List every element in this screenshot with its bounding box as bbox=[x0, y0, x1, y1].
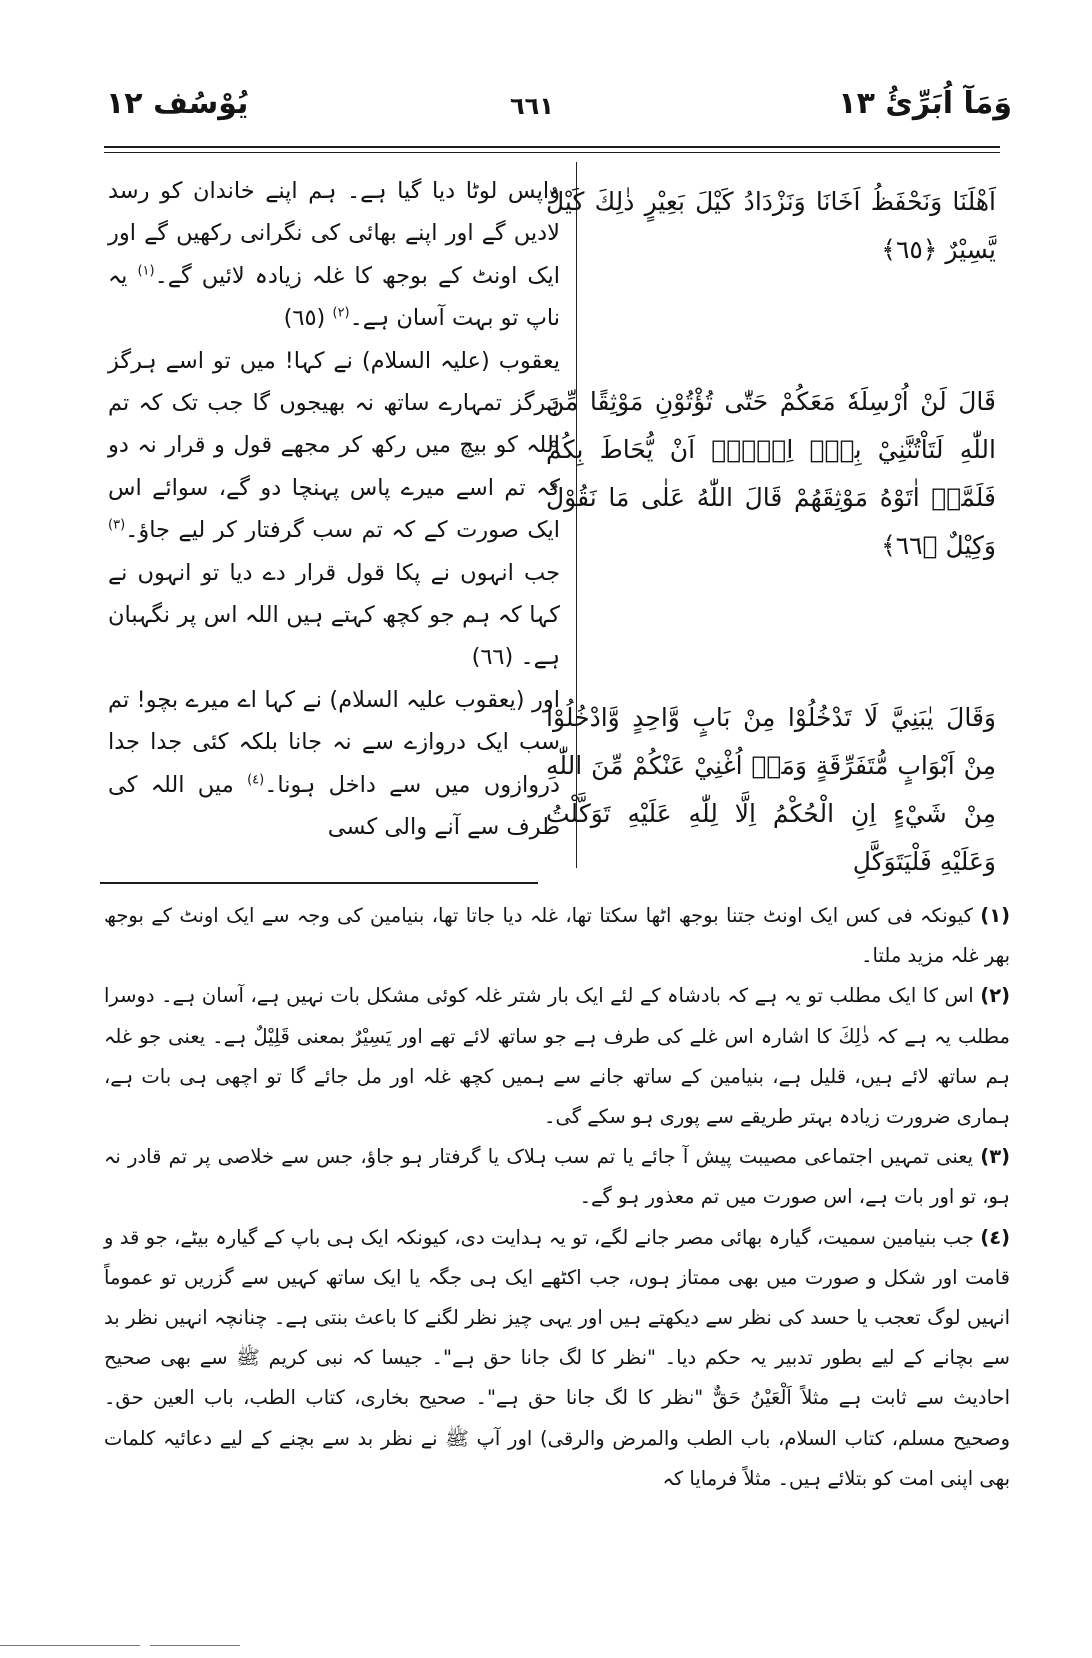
bottom-rule bbox=[150, 1645, 240, 1646]
translation-paragraph-65 bbox=[108, 170, 560, 340]
translation-text: یہ ناپ تو بہت آسان ہے۔ bbox=[108, 262, 560, 332]
bottom-rule bbox=[0, 1645, 140, 1646]
footnotes bbox=[104, 896, 1010, 1499]
translation-text: میں اللہ کی طرف سے آنے والی کسی bbox=[108, 771, 560, 841]
page-header bbox=[0, 78, 1092, 134]
translation-text: واپس لوٹا دیا گیا ہے۔ ہم اپنے خاندان کو رسد لادیں گے اور اپنے بھائی کی نگرانی رکھیں گے اور ایک اونٹ کے بوجھ کا غلہ زیادہ لائیں گے۔ bbox=[108, 178, 560, 289]
header-rule bbox=[104, 146, 1000, 148]
footnote-number: (٤) bbox=[980, 1225, 1011, 1249]
header-rule-thin bbox=[104, 152, 1000, 153]
translation-paragraph-67 bbox=[108, 679, 560, 849]
footnote-text: اس کا ایک مطلب تو یہ ہے کہ بادشاہ کے لئے ایک بار شتر غلہ کوئی مشکل بات نہیں ہے، آسان ہے۔ دوسرا مطلب یہ ہے کہ ذٰلِكَ کا اشارہ اس غلے کی طرف ہے جو ساتھ لائے تھے اور یَسِیْرٌ بمعنی قَلِیْلٌ ہے۔ یعنی جو غلہ ہم ساتھ لائے ہیں، قلیل ہے، بنیامین کے ساتھ جانے سے ہمیں کچھ غلہ اور مل جائے گا تو اچھی ہی بات ہے، ہماری ضرورت زیادہ بہتر طریقے سے پوری ہو سکے گی۔ bbox=[104, 984, 1010, 1129]
footnote-1 bbox=[104, 896, 1010, 976]
verse-number: (٦٥) bbox=[283, 305, 333, 332]
footnote-number: (١) bbox=[980, 904, 1011, 927]
footnote-ref-4: (٤) bbox=[247, 772, 265, 788]
juz-title: وَمَآ اُبَرِّئُ ١٣ bbox=[838, 86, 1012, 121]
surah-title: یُوْسُف ١٢ bbox=[106, 86, 249, 121]
arabic-verse-67: وَقَالَ يٰبَنِيَّ لَا تَدْخُلُوْا مِنْ بَابٍ وَّاحِدٍ وَّادْخُلُوْا مِنْ اَبْوَابٍ مُّتَفَرِّقَةٍ وَمَاۤ اُغْنِيْ عَنْكُمْ مِّنَ اللّٰهِ مِنْ شَيْءٍ اِنِ الْحُكْمُ اِلَّا لِلّٰهِ عَلَيْهِ تَوَكَّلْتُ وَعَلَيْهِ فَلْيَتَوَكَّلِ bbox=[546, 703, 996, 876]
translation-text: جب انہوں نے پکا قول قرار دے دیا تو انہوں نے کہا کہ ہم جو کچھ کہتے ہیں اللہ اس پر نگہبان ہے۔ (٦٦) bbox=[108, 559, 560, 671]
footnote-ref-1: (١) bbox=[137, 263, 155, 279]
footnote-text: جب بنیامین سمیت، گیارہ بھائی مصر جانے لگے، تو یہ ہدایت دی، کیونکہ ایک ہی باپ کے گیارہ بیٹے، جو قد و قامت اور شکل و صورت میں بھی ممتاز ہوں، جب اکٹھے ایک ہی جگہ یا ایک ساتھ کہیں سے گزریں تو عموماً انہیں لوگ تعجب یا حسد کی نظر سے دیکھتے ہیں اور یہی چیز نظر لگنے کا باعث بنتی ہے۔ چنانچہ انہیں نظر بد سے بچانے کے لیے بطور تدبیر یہ حکم دیا۔ "نظر کا لگ جانا حق ہے"۔ جیسا کہ نبی کریم ﷺ سے بھی صحیح احادیث سے ثابت ہے مثلاً اَلْعَیْنُ حَقٌّ "نظر کا لگ جانا حق ہے"۔ صحیح بخاری، کتاب الطب، باب العین حق۔ وصحیح مسلم، کتاب السلام، باب الطب والمرض والرقی) اور آپ ﷺ نے نظر بد سے بچنے کے لیے دعائیہ کلمات بھی اپنی امت کو بتلائے ہیں۔ مثلاً فرمایا کہ bbox=[104, 1225, 1010, 1490]
footnote-4 bbox=[104, 1218, 1010, 1499]
arabic-verse-65: اَهْلَنَا وَنَحْفَظُ اَخَانَا وَنَزْدَادُ كَيْلَ بَعِيْرٍ ذٰلِكَ كَيْلٌ يَّسِيْرٌ ﴿٦٥﴾ bbox=[546, 187, 996, 264]
footnote-text: کیونکہ فی کس ایک اونٹ جتنا بوجھ اٹھا سکتا تھا، غلہ دیا جاتا تھا، بنیامین کی وجہ سے ایک اونٹ کے بوجھ بھر غلہ مزید ملتا۔ bbox=[104, 904, 1010, 968]
footnote-number: (٢) bbox=[980, 984, 1011, 1008]
footnote-2 bbox=[104, 976, 1010, 1137]
footnote-separator bbox=[100, 882, 538, 884]
urdu-translation bbox=[108, 170, 560, 849]
footnote-text: یعنی تمہیں اجتماعی مصیبت پیش آ جائے یا تم سب ہلاک یا گرفتار ہو جاؤ، جس سے خلاصی پر تم قادر نہ ہو، تو اور بات ہے، اس صورت میں تم معذور ہو گے۔ bbox=[104, 1145, 1010, 1209]
page-number: ٦٦١ bbox=[510, 92, 554, 120]
translation-paragraph-66 bbox=[108, 340, 560, 679]
translation-text: اور (یعقوب علیہ السلام) نے کہا اے میرے بچو! تم سب ایک دروازے سے نہ جانا بلکہ کئی جدا جدا دروازوں میں سے داخل ہونا۔ bbox=[108, 686, 560, 798]
arabic-verse-66: قَالَ لَنْ اُرْسِلَهٗ مَعَكُمْ حَتّٰى تُؤْتُوْنِ مَوْثِقًا مِّنَ اللّٰهِ لَتَاْتُنَّنِيْ بِهٖۤ اِلَّاۤ اَنْ يُّحَاطَ بِكُمْ فَلَمَّاۤ اٰتَوْهُ مَوْثِقَهُمْ قَالَ اللّٰهُ عَلٰى مَا نَقُوْلُ وَكِيْلٌ ﴿٦٦﴾ bbox=[546, 387, 996, 560]
footnote-number: (٣) bbox=[980, 1145, 1011, 1169]
footnote-ref-2: (٢) bbox=[332, 305, 350, 321]
translation-text: یعقوب (علیہ السلام) نے کہا! میں تو اسے ہرگز ہرگز تمہارے ساتھ نہ بھیجوں گا جب تک کہ تم اللہ کو بیچ میں رکھ کر مجھے قول و قرار نہ دو کہ تم اسے میرے پاس پہنچا دو گے، سوائے اس ایک صورت کے کہ تم سب گرفتار کر لیے جاؤ۔ bbox=[108, 347, 560, 544]
footnote-ref-3: (٣) bbox=[108, 517, 126, 533]
footnote-3 bbox=[104, 1137, 1010, 1217]
